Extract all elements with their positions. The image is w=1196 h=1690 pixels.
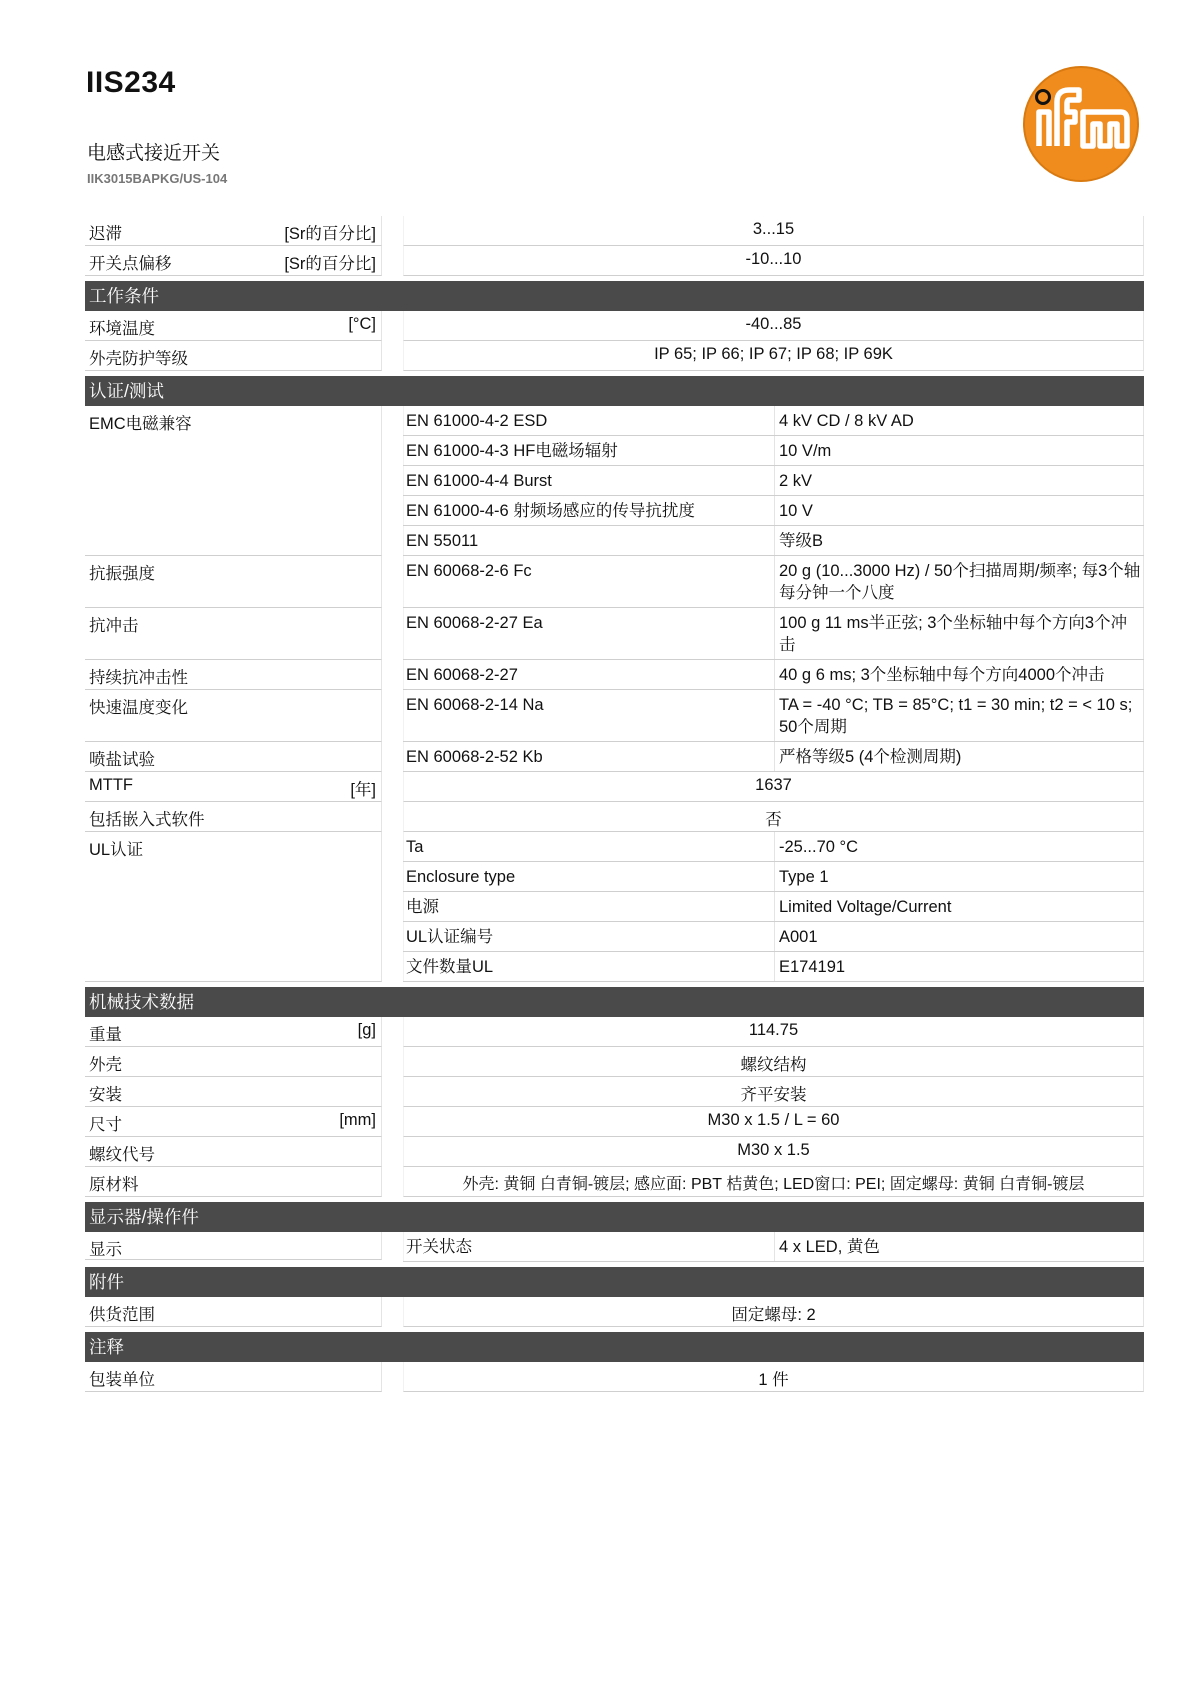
row-protection bbox=[85, 341, 1144, 371]
section-header-approvals: 认证/测试 bbox=[85, 376, 1144, 406]
row-unit: [mm] bbox=[339, 1111, 376, 1129]
sub-value: 2 kV bbox=[775, 466, 1144, 495]
row-value: 114.75 bbox=[403, 1017, 1144, 1047]
product-title: IIS234 bbox=[86, 66, 176, 99]
row-value: M30 x 1.5 bbox=[403, 1137, 1144, 1167]
row-label: 抗振强度 bbox=[89, 565, 155, 583]
row-unit: [年] bbox=[350, 781, 376, 799]
sub-row bbox=[403, 862, 1144, 892]
product-subtitle: 电感式接近开关 bbox=[87, 142, 221, 164]
sub-key: Ta bbox=[403, 832, 775, 861]
row-label: 外壳 bbox=[89, 1056, 122, 1074]
row-dimensions bbox=[85, 1107, 1144, 1137]
sub-value: 严格等级5 (4个检测周期) bbox=[775, 742, 1144, 771]
sub-value: TA = -40 °C; TB = 85°C; t1 = 30 min; t2 = < 10 s; 50个周期 bbox=[775, 690, 1144, 741]
group-ul bbox=[85, 832, 1144, 982]
row-materials bbox=[85, 1167, 1144, 1197]
sub-row bbox=[403, 556, 1144, 608]
row-unit: [g] bbox=[357, 1021, 376, 1039]
group-shock bbox=[85, 608, 1144, 660]
sub-row bbox=[403, 526, 1144, 556]
sub-key: EN 60068-2-14 Na bbox=[403, 690, 775, 741]
row-label: 尺寸 bbox=[89, 1116, 122, 1134]
row-value: 1637 bbox=[403, 772, 1144, 802]
sub-value: 40 g 6 ms; 3个坐标轴中每个方向4000个冲击 bbox=[775, 660, 1144, 689]
row-value: 否 bbox=[403, 802, 1144, 832]
sub-key: 电源 bbox=[403, 892, 775, 921]
sub-value: 等级B bbox=[775, 526, 1144, 555]
row-scope-of-supply bbox=[85, 1297, 1144, 1327]
sub-value: E174191 bbox=[775, 952, 1144, 981]
row-unit: [°C] bbox=[348, 315, 376, 333]
row-packaging-unit bbox=[85, 1362, 1144, 1392]
group-salt-spray bbox=[85, 742, 1144, 772]
row-embedded-software bbox=[85, 802, 1144, 832]
sub-key: EN 60068-2-27 bbox=[403, 660, 775, 689]
row-mounting bbox=[85, 1077, 1144, 1107]
section-header-display: 显示器/操作件 bbox=[85, 1202, 1144, 1232]
row-label: 重量 bbox=[89, 1026, 122, 1044]
row-label: 供货范围 bbox=[89, 1306, 155, 1324]
sub-key: UL认证编号 bbox=[403, 922, 775, 951]
row-label: 安装 bbox=[89, 1086, 122, 1104]
sub-key: EN 61000-4-2 ESD bbox=[403, 406, 775, 435]
row-value: 1 件 bbox=[403, 1362, 1144, 1392]
sub-value: 20 g (10...3000 Hz) / 50个扫描周期/频率; 每3个轴每分钟一个八度 bbox=[775, 556, 1144, 607]
row-label: 环境温度 bbox=[89, 320, 155, 338]
row-label: 开关点偏移 bbox=[89, 255, 172, 273]
sub-row bbox=[403, 952, 1144, 982]
sub-value: -25...70 °C bbox=[775, 832, 1144, 861]
row-mttf bbox=[85, 772, 1144, 802]
row-weight bbox=[85, 1017, 1144, 1047]
sub-value: 4 kV CD / 8 kV AD bbox=[775, 406, 1144, 435]
sub-key: Enclosure type bbox=[403, 862, 775, 891]
row-label: 外壳防护等级 bbox=[89, 350, 188, 368]
sub-row bbox=[403, 922, 1144, 952]
group-display bbox=[85, 1232, 1144, 1262]
row-value: 齐平安装 bbox=[403, 1077, 1144, 1107]
row-label: 抗冲击 bbox=[89, 617, 139, 635]
row-hysteresis bbox=[85, 216, 1144, 246]
sub-row bbox=[403, 406, 1144, 436]
page-header bbox=[0, 0, 1196, 200]
section-header-remarks: 注释 bbox=[85, 1332, 1144, 1362]
sub-value: Type 1 bbox=[775, 862, 1144, 891]
sub-key: EN 61000-4-6 射频场感应的传导抗扰度 bbox=[403, 496, 775, 525]
row-label: MTTF bbox=[89, 776, 133, 794]
group-vibration bbox=[85, 556, 1144, 608]
row-label: 包括嵌入式软件 bbox=[89, 811, 205, 829]
sub-key: EN 60068-2-6 Fc bbox=[403, 556, 775, 607]
sub-row bbox=[403, 832, 1144, 862]
article-number: IIK3015BAPKG/US-104 bbox=[87, 171, 228, 186]
row-switch-point-drift bbox=[85, 246, 1144, 276]
row-label: EMC电磁兼容 bbox=[89, 415, 192, 433]
sub-key: EN 61000-4-4 Burst bbox=[403, 466, 775, 495]
row-thread bbox=[85, 1137, 1144, 1167]
ifm-logo bbox=[1021, 64, 1141, 184]
sub-row bbox=[403, 660, 1144, 690]
row-ambient-temp bbox=[85, 311, 1144, 341]
row-value: 外壳: 黄铜 白青铜-镀层; 感应面: PBT 桔黄色; LED窗口: PEI; 固定螺母: 黄铜 白青铜-镀层 bbox=[403, 1167, 1144, 1197]
sub-row bbox=[403, 742, 1144, 772]
sub-value: 4 x LED, 黄色 bbox=[775, 1232, 1144, 1261]
row-value: 固定螺母: 2 bbox=[403, 1297, 1144, 1327]
sub-key: EN 61000-4-3 HF电磁场辐射 bbox=[403, 436, 775, 465]
sub-key: EN 60068-2-52 Kb bbox=[403, 742, 775, 771]
sub-row bbox=[403, 1232, 1144, 1262]
sub-value: 100 g 11 ms半正弦; 3个坐标轴中每个方向3个冲击 bbox=[775, 608, 1144, 659]
sub-value: A001 bbox=[775, 922, 1144, 951]
row-label: 快速温度变化 bbox=[89, 699, 188, 717]
row-housing bbox=[85, 1047, 1144, 1077]
section-header-operating: 工作条件 bbox=[85, 281, 1144, 311]
sub-row bbox=[403, 892, 1144, 922]
row-value: 螺纹结构 bbox=[403, 1047, 1144, 1077]
sub-row bbox=[403, 466, 1144, 496]
sub-row bbox=[403, 690, 1144, 742]
row-label: UL认证 bbox=[89, 841, 144, 859]
sub-key: EN 60068-2-27 Ea bbox=[403, 608, 775, 659]
group-continuous-shock bbox=[85, 660, 1144, 690]
row-unit: [Sr的百分比] bbox=[284, 255, 376, 273]
group-temp-change bbox=[85, 690, 1144, 742]
sub-row bbox=[403, 608, 1144, 660]
row-label: 持续抗冲击性 bbox=[89, 669, 188, 687]
sub-value: 10 V bbox=[775, 496, 1144, 525]
row-label: 显示 bbox=[89, 1241, 122, 1259]
sub-row bbox=[403, 496, 1144, 526]
section-header-accessories: 附件 bbox=[85, 1267, 1144, 1297]
datasheet bbox=[85, 216, 1144, 1392]
section-header-mechanical: 机械技术数据 bbox=[85, 987, 1144, 1017]
sub-key: 开关状态 bbox=[403, 1232, 775, 1261]
row-label: 螺纹代号 bbox=[89, 1146, 155, 1164]
row-value: 3...15 bbox=[403, 216, 1144, 246]
row-label: 迟滞 bbox=[89, 225, 122, 243]
sub-value: 10 V/m bbox=[775, 436, 1144, 465]
row-value: -40...85 bbox=[403, 311, 1144, 341]
sub-key: 文件数量UL bbox=[403, 952, 775, 981]
row-value: -10...10 bbox=[403, 246, 1144, 276]
row-label: 喷盐试验 bbox=[89, 751, 155, 769]
row-label: 包装单位 bbox=[89, 1371, 155, 1389]
sub-value: Limited Voltage/Current bbox=[775, 892, 1144, 921]
row-value: M30 x 1.5 / L = 60 bbox=[403, 1107, 1144, 1137]
row-unit: [Sr的百分比] bbox=[284, 225, 376, 243]
row-label: 原材料 bbox=[89, 1176, 139, 1194]
group-emc bbox=[85, 406, 1144, 556]
sub-key: EN 55011 bbox=[403, 526, 775, 555]
sub-row bbox=[403, 436, 1144, 466]
row-value: IP 65; IP 66; IP 67; IP 68; IP 69K bbox=[403, 341, 1144, 371]
